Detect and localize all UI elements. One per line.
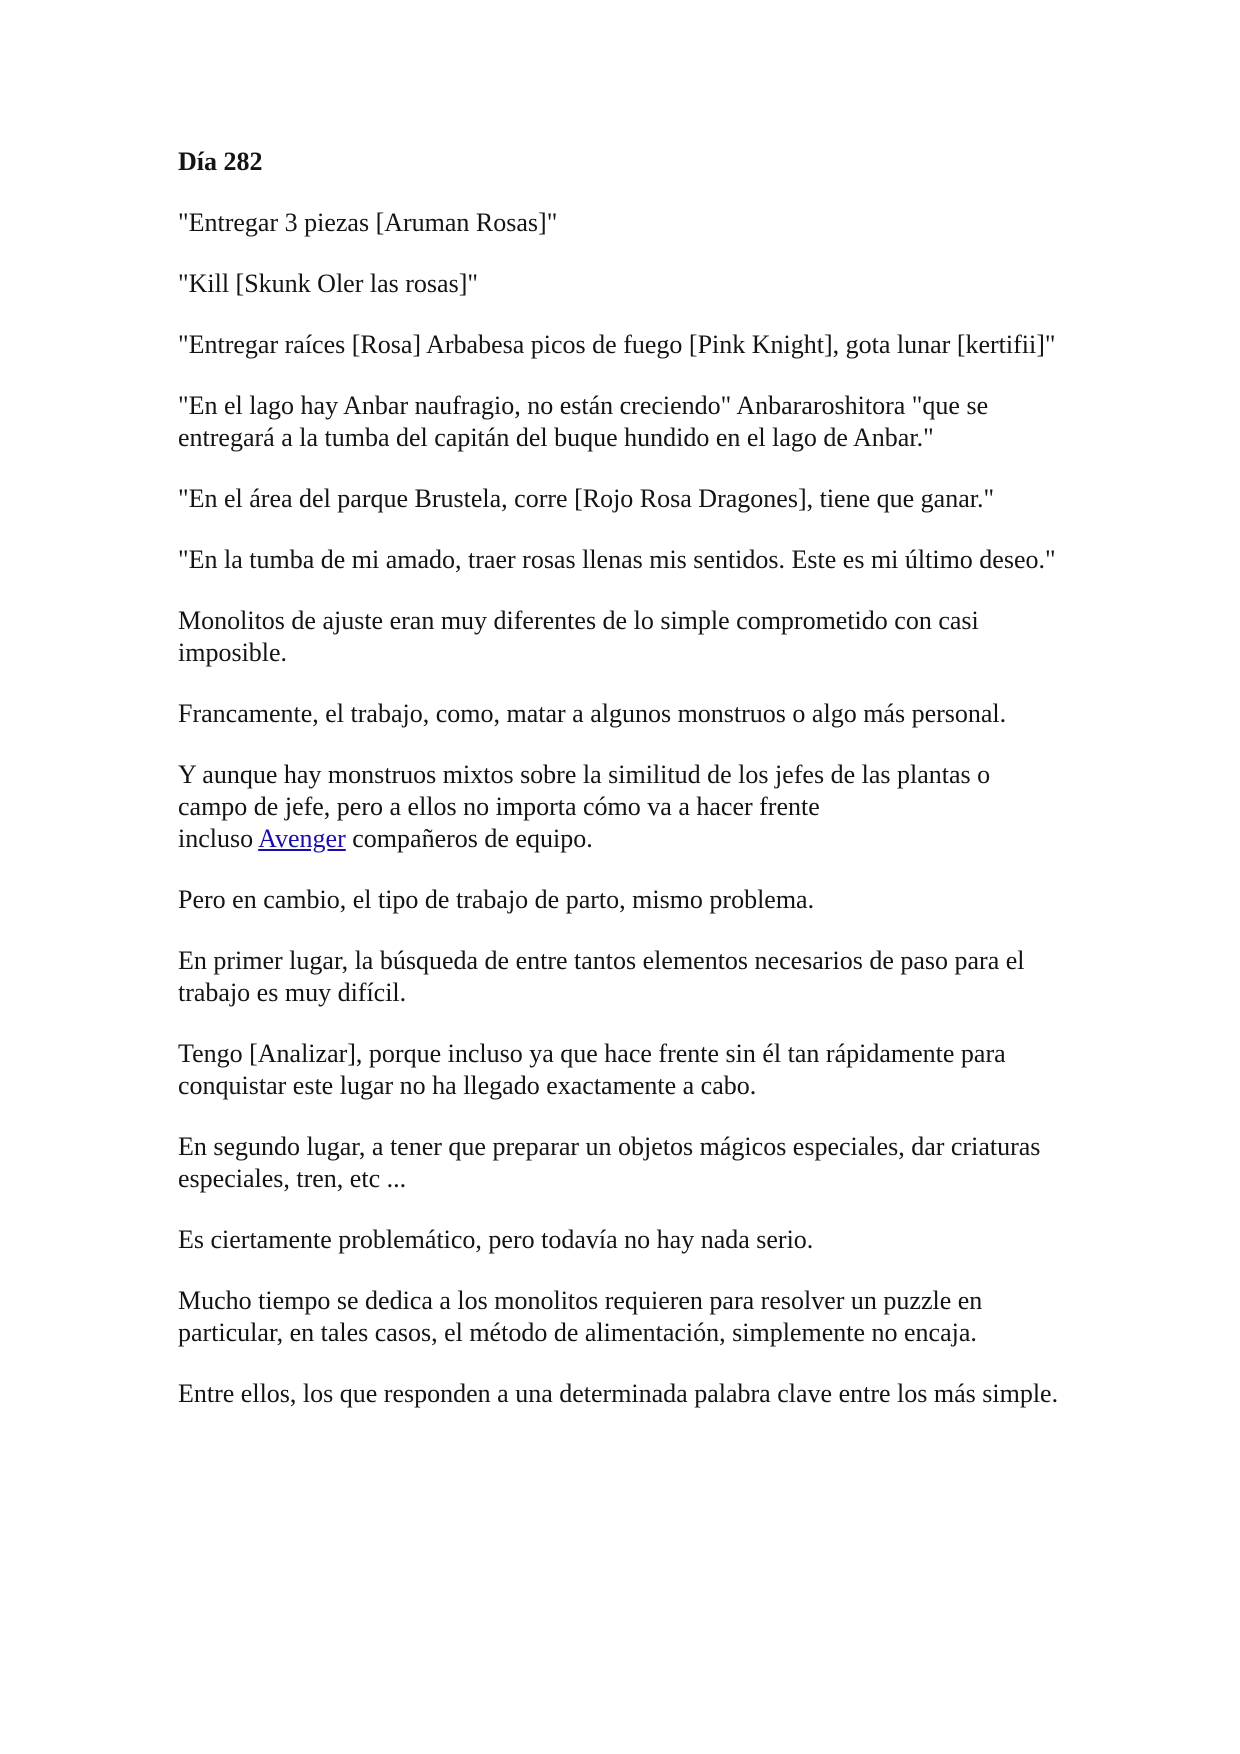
paragraph: Es ciertamente problemático, pero todavía no hay nada serio.: [178, 1225, 814, 1254]
paragraph-text: compañeros de equipo.: [345, 824, 593, 853]
document-page: [178, 146, 1078, 1439]
paragraph-with-link: [178, 759, 1078, 855]
paragraph: "En el lago hay Anbar naufragio, no están creciendo" Anbararoshitora "que se entregará a la tumba del capitán del buque hundido en el lago de Anbar.": [178, 391, 989, 452]
paragraph: En segundo lugar, a tener que preparar un objetos mágicos especiales, dar criaturas especiales, tren, etc ...: [178, 1132, 1041, 1193]
paragraph: Monolitos de ajuste eran muy diferentes de lo simple comprometido con casi imposible.: [178, 606, 979, 667]
paragraph-line: campo de jefe, pero a ellos no importa cómo va a hacer frente: [178, 792, 820, 821]
paragraph: Pero en cambio, el tipo de trabajo de parto, mismo problema.: [178, 885, 815, 914]
paragraph: En primer lugar, la búsqueda de entre tantos elementos necesarios de paso para el trabajo es muy difícil.: [178, 946, 1025, 1007]
paragraph-text: incluso: [178, 824, 259, 853]
page-title: Día 282: [178, 147, 263, 176]
paragraph: "Entregar 3 piezas [Aruman Rosas]": [178, 208, 558, 237]
avenger-link[interactable]: Avenger: [258, 824, 346, 853]
paragraph: Mucho tiempo se dedica a los monolitos requieren para resolver un puzzle en particular, en tales casos, el método de alimentación, simplemente no encaja.: [178, 1286, 983, 1347]
paragraph: "Entregar raíces [Rosa] Arbabesa picos de fuego [Pink Knight], gota lunar [kertifii]": [178, 330, 1056, 359]
paragraph: "En el área del parque Brustela, corre [Rojo Rosa Dragones], tiene que ganar.": [178, 484, 995, 513]
paragraph: Entre ellos, los que responden a una determinada palabra clave entre los más simple.: [178, 1379, 1059, 1408]
paragraph-line: Y aunque hay monstruos mixtos sobre la similitud de los jefes de las plantas o: [178, 760, 991, 789]
paragraph: Tengo [Analizar], porque incluso ya que hace frente sin él tan rápidamente para conquistar este lugar no ha llegado exactamente a cabo.: [178, 1039, 1006, 1100]
paragraph: "Kill [Skunk Oler las rosas]": [178, 269, 478, 298]
paragraph: Francamente, el trabajo, como, matar a algunos monstruos o algo más personal.: [178, 699, 1007, 728]
paragraph: "En la tumba de mi amado, traer rosas llenas mis sentidos. Este es mi último deseo.": [178, 545, 1056, 574]
